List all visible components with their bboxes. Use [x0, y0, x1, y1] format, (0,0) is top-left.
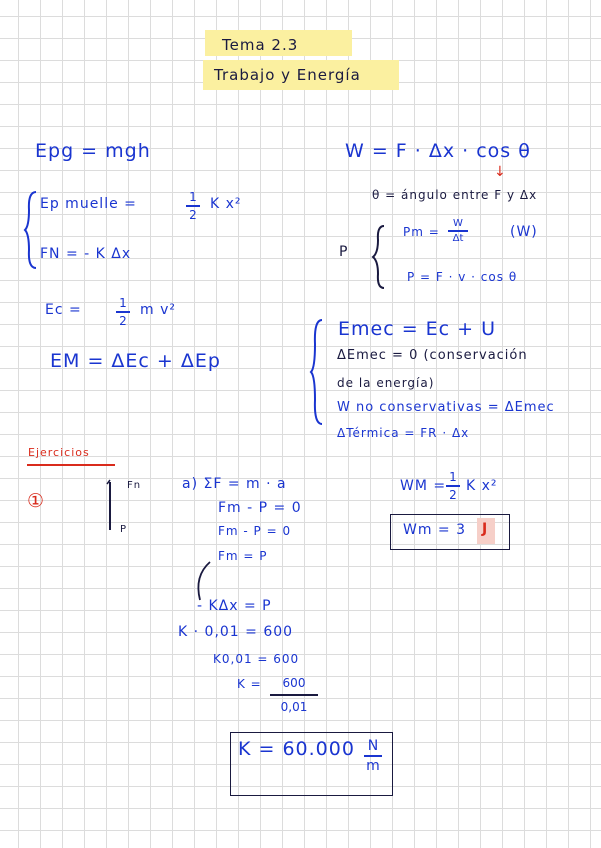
down-arrow-icon: ↓ — [494, 164, 507, 180]
brace-icon — [310, 318, 324, 426]
pm-fraction — [448, 218, 468, 244]
thermal-energy: ΔTérmica = FR · Δx — [337, 426, 470, 440]
fraction-denominator: m — [366, 757, 380, 774]
energy-conservation: de la energía) — [337, 376, 435, 390]
fraction-bar — [186, 205, 200, 207]
fraction-numerator: 600 — [282, 676, 306, 690]
joule-unit: J — [482, 521, 489, 537]
fraction-denominator: 2 — [119, 313, 127, 328]
force-fn-label: Fn — [127, 480, 142, 491]
brace-icon — [372, 224, 386, 290]
fraction-bar — [364, 755, 382, 757]
fraction-bar — [448, 230, 468, 232]
brace-icon — [24, 190, 38, 270]
fraction-numerator: 1 — [119, 296, 127, 310]
kx2-term: K x² — [210, 196, 242, 212]
fraction-denominator: Δt — [452, 232, 464, 244]
exercise-fm-eq: Fm = P — [218, 549, 268, 563]
wm-fraction — [446, 470, 460, 502]
non-conservative-work: W no conservativas = ΔEmec — [337, 400, 555, 415]
pm-lhs: Pm = — [403, 225, 440, 239]
force-p-label: P — [120, 524, 128, 535]
exercise-k001b: K0,01 = 600 — [213, 652, 300, 666]
fraction-numerator: 1 — [449, 470, 457, 484]
exercise-k-eq: K = — [237, 677, 262, 691]
instant-power: P = F · v · cos θ — [407, 270, 518, 284]
ep-muelle-lhs: Ep muelle = — [40, 196, 137, 212]
fraction-numerator: 1 — [189, 190, 197, 204]
hooke-law: FN = - K Δx — [40, 246, 132, 262]
delta-emec: ΔEmec = 0 (conservación — [337, 348, 528, 363]
em-formula: EM = ΔEc + ΔEp — [50, 350, 221, 372]
wm-result: Wm = 3 — [403, 522, 467, 538]
exercise-fm-p2: Fm - P = 0 — [218, 524, 292, 538]
wm-lhs: WM = — [400, 478, 447, 494]
exercise-fm-p: Fm - P = 0 — [218, 500, 302, 516]
fraction-denominator: 2 — [449, 487, 457, 502]
heading-underline — [27, 464, 115, 466]
k-fraction — [270, 676, 318, 714]
exercise-a-sumf: a) ΣF = m · a — [182, 476, 287, 492]
exercise-k001: K · 0,01 = 600 — [178, 624, 294, 640]
unit-fraction — [364, 738, 382, 774]
wm-rhs: K x² — [466, 478, 498, 494]
fraction-numerator: W — [453, 218, 463, 229]
power-label: P — [339, 244, 349, 260]
epg-formula: Epg = mgh — [35, 140, 151, 162]
k-result: K = 60.000 — [238, 738, 355, 760]
fraction-denominator: 0,01 — [280, 699, 308, 714]
fraction-denominator: 2 — [189, 207, 197, 222]
emec-formula: Emec = Ec + U — [338, 318, 497, 340]
power-unit: (W) — [510, 224, 538, 240]
exercise-number: ① — [27, 490, 46, 512]
fraction-bar — [116, 311, 130, 313]
fraction-bar — [270, 694, 318, 696]
work-formula: W = F · Δx · cos θ — [345, 140, 531, 162]
page-subtitle: Trabajo y Energía — [214, 66, 361, 84]
half-fraction — [186, 190, 200, 222]
fraction-bar — [446, 485, 460, 487]
ec-rhs: m v² — [140, 302, 176, 318]
exercise-kdx: - KΔx = P — [197, 598, 272, 614]
theta-definition: θ = ángulo entre F y Δx — [372, 188, 538, 202]
ec-lhs: Ec = — [45, 302, 82, 318]
fraction-numerator: N — [367, 738, 379, 754]
page-title: Tema 2.3 — [222, 36, 299, 54]
ec-fraction — [116, 296, 130, 328]
exercises-heading: Ejercicios — [28, 446, 90, 459]
